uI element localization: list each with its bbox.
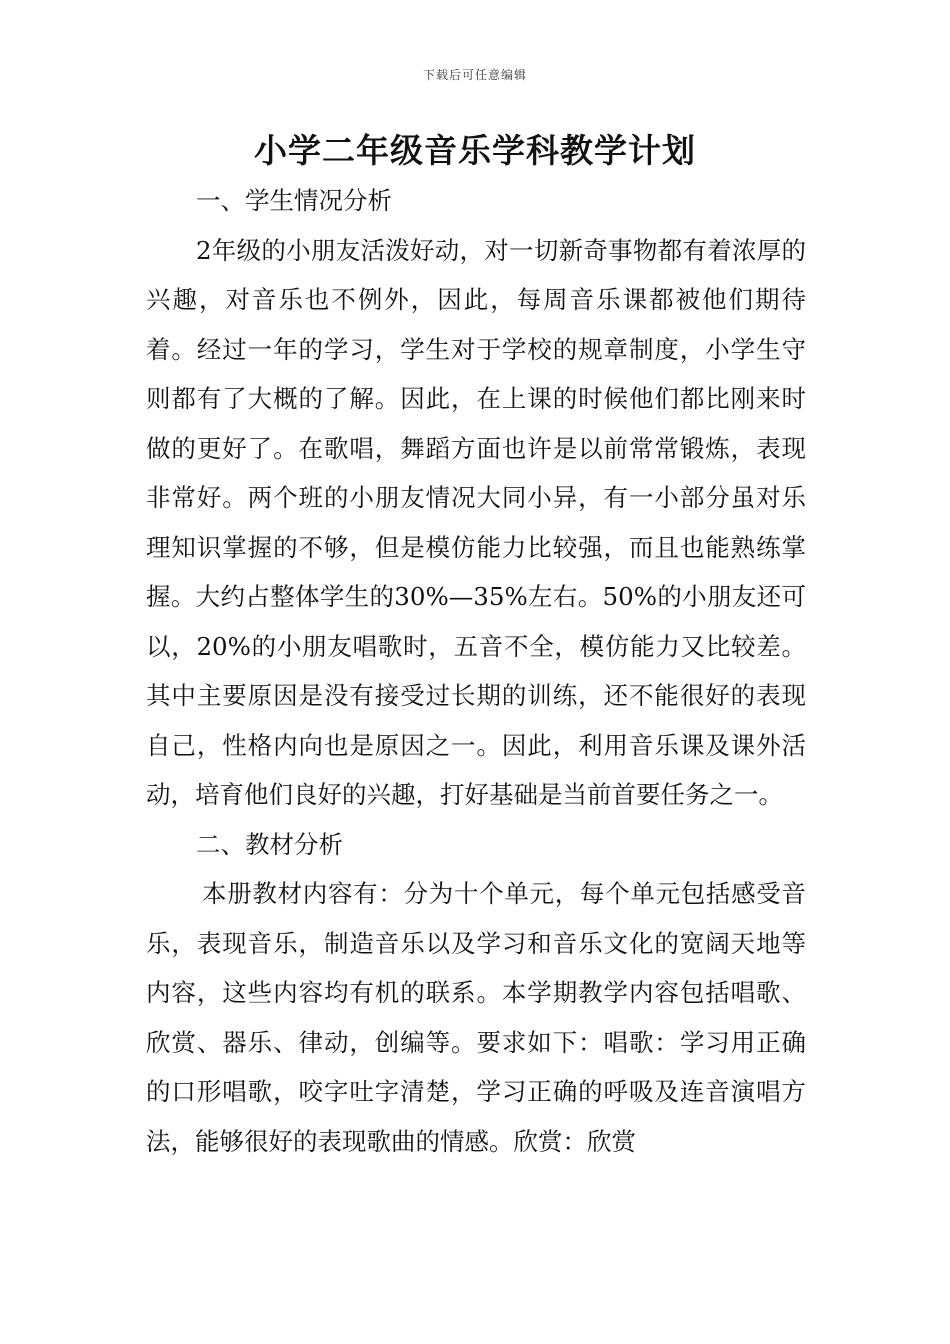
section-heading-student-analysis: 一、学生情况分析 (196, 186, 392, 215)
section-heading-textbook-analysis: 二、教材分析 (196, 829, 343, 859)
paragraph-student-analysis: 2年级的小朋友活泼好动，对一切新奇事物都有着浓厚的兴趣，对音乐也不例外，因此，每周音乐课都被他们期待着。经过一年的学习，学生对于学校的规章制度，小学生守则都有了大概的了解。因此，在上课的时候他们都比刚来时做的更好了。在歌唱，舞蹈方面也许是以前常常锻炼，表现非常好。两个班的小朋友情况大同小异，有一小部分虽对乐理知识掌握的不够，但是模仿能力比较强，而且也能熟练掌握。大约占整体学生的30%—35%左右。50%的小朋友还可以，20%的小朋友唱歌时，五音不全，模仿能力又比较差。其中主要原因是没有接受过长期的训练，还不能很好的表现自己，性格内向也是原因之一。因此，利用音乐课及课外活动，培育他们良好的兴趣，打好基础是当前首要任务之一。 (146, 235, 806, 809)
paragraph-textbook-analysis: 本册教材内容有：分为十个单元，每个单元包括感受音乐，表现音乐，制造音乐以及学习和音乐文化的宽阔天地等内容，这些内容均有机的联系。本学期教学内容包括唱歌、欣赏、器乐、律动，创编等。要求如下：唱歌：学习用正确的口形唱歌，咬字吐字清楚，学习正确的呼吸及连音演唱方法，能够很好的表现歌曲的情感。欣赏：欣赏 (146, 879, 806, 1156)
document-title: 小学二年级音乐学科教学计划 (254, 131, 696, 170)
header-note: 下载后可任意编辑 (422, 68, 527, 82)
document-body (146, 176, 806, 1166)
